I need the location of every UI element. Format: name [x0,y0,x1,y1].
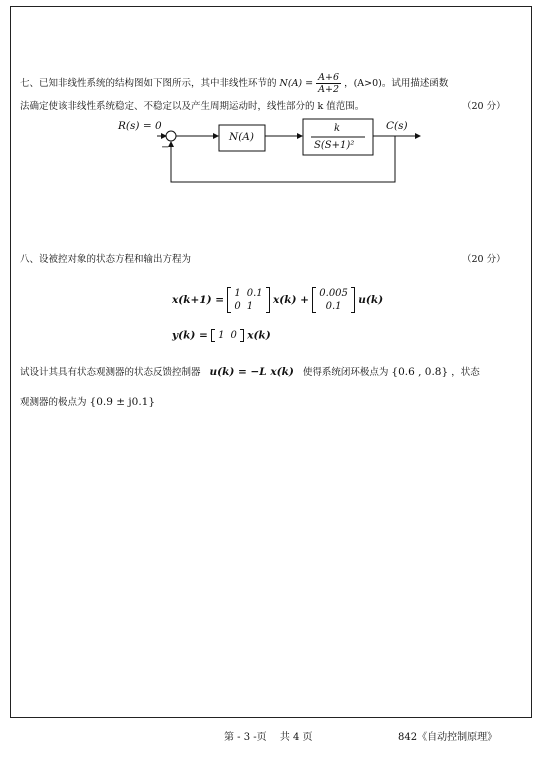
input-label: R(s) = 0 [118,120,162,132]
q7-line2: 法确定使该非线性系统稳定、不稳定以及产生周期运动时，线性部分的 k 值范围。 [20,101,365,112]
matrix-cell: 0 [230,330,237,341]
q8-text-c: ，状态 [451,367,480,378]
matrix-cell: 1 [218,330,225,341]
tf-numerator: k [334,123,341,134]
feedback-path [171,136,395,182]
minus-sign: − [161,142,170,153]
state-bu: u(k) [358,294,384,306]
page-number: 第 - 3 -页 共 4 页 [224,732,313,743]
matrix-C [211,329,244,342]
course-title: 842《自动控制原理》 [398,732,498,743]
state-lhs: x(k+1) = [172,294,225,306]
q8-text-a: 试设计其具有状态观测器的状态反馈控制器 [20,367,201,378]
summing-junction [166,131,176,141]
q8-text-line1 [20,364,480,378]
nonlinear-block-label: N(A) [229,131,254,143]
closed-loop-poles: {0.6 , 0.8} [391,366,449,378]
matrix-cell: 1 [234,288,241,299]
matrix-cell: 0 [234,301,241,312]
matrix-B [312,287,355,313]
matrix-cell: 1 [246,301,254,312]
matrix-cell: 0.005 [319,288,348,299]
output-equation [172,329,271,342]
tf-denominator: S(S+1)² [314,140,355,151]
state-equation [172,287,383,313]
output-lhs: y(k) = [172,329,208,342]
q8-text-line2 [20,394,155,408]
q7-score: （20 分） [462,101,506,112]
matrix-cell: 0.1 [246,288,263,299]
q8-text-d: 观测器的极点为 [20,397,87,408]
nonlinear-num: A+6 [318,72,340,83]
nonlinear-lhs: N(A) = [279,78,314,89]
q8-line1: 八、设被控对象的状态方程和输出方程为 [20,254,192,265]
q8-score: （20 分） [462,254,506,265]
output-label: C(s) [386,120,408,132]
matrix-A [227,287,269,313]
state-ax: x(k) + [273,294,309,306]
matrix-cell: 0.1 [325,301,342,312]
q7-text-a: 七、已知非线性系统的结构图如下图所示，其中非线性环节的 [20,78,277,89]
q7-text-b: ，(A>0)。试用描述函数 [344,78,449,89]
observer-poles: {0.9 ± j0.1} [89,396,156,408]
nonlinear-den: A+2 [318,84,340,95]
q8-text-b: 使得系统闭环极点为 [302,367,389,378]
output-cx: x(k) [247,329,271,342]
control-law: u(k) = −L x(k) [209,366,294,378]
